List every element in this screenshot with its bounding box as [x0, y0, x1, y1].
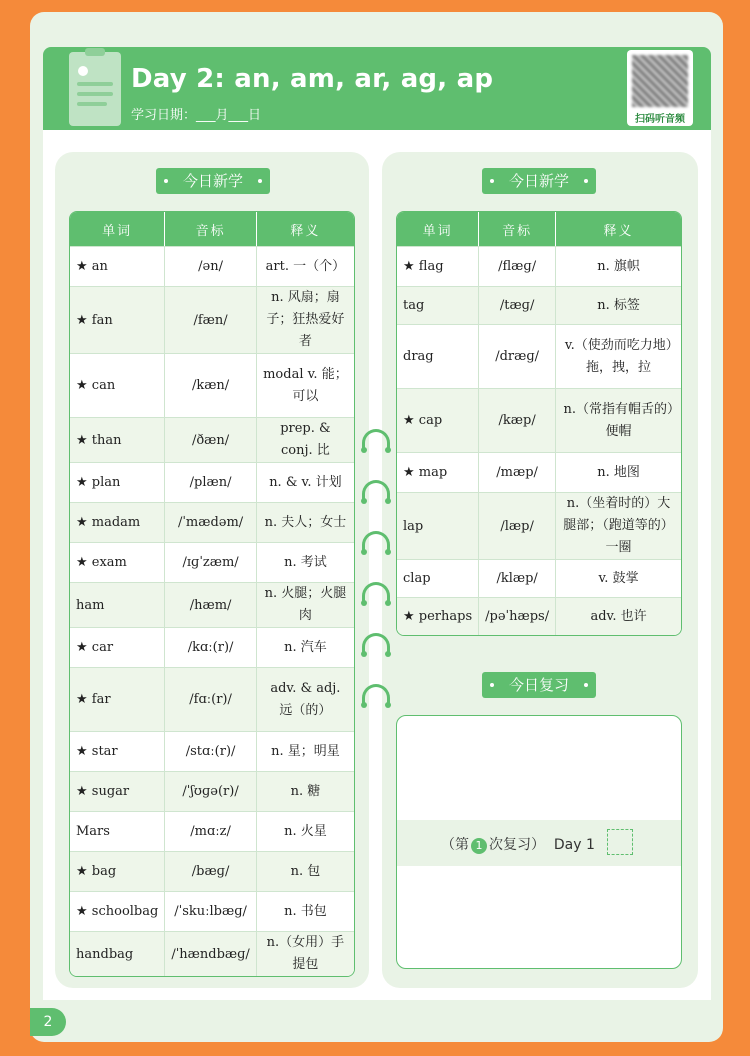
- table-row: [397, 246, 681, 286]
- vocab-word: ham: [70, 582, 165, 627]
- qr-code-image[interactable]: [632, 55, 688, 107]
- vocab-meaning: n. 风扇；扇子；狂热爱好者: [257, 286, 354, 353]
- left-section-title: 今日新学: [156, 168, 270, 194]
- vocab-word: lap: [397, 492, 479, 559]
- table-row: [397, 597, 681, 635]
- vocab-meaning: adv. 也许: [556, 597, 681, 635]
- vocab-meaning: n. 标签: [556, 286, 681, 324]
- table-row: [397, 324, 681, 388]
- table-row: [70, 731, 354, 771]
- vocab-word: handbag: [70, 931, 165, 976]
- table-row: [70, 462, 354, 502]
- vocab-meaning: n. 地图: [556, 452, 681, 492]
- vocab-word: clap: [397, 559, 479, 597]
- vocab-meaning: n. 火腿；火腿肉: [257, 582, 354, 627]
- review-section-title: 今日复习: [482, 672, 596, 698]
- vocab-word: ★ far: [70, 667, 165, 731]
- vocab-word: drag: [397, 324, 479, 388]
- vocab-word: ★ perhaps: [397, 597, 479, 635]
- vocab-word: ★ can: [70, 353, 165, 417]
- vocab-meaning: n. 糖: [257, 771, 354, 811]
- vocab-phonetic: /ɪɡˈzæm/: [165, 542, 256, 582]
- table-row: [70, 627, 354, 667]
- vocab-phonetic: /ˈʃʊɡə(r)/: [165, 771, 256, 811]
- table-row: [70, 353, 354, 417]
- vocab-word: ★ cap: [397, 388, 479, 452]
- review-checkbox[interactable]: [607, 829, 633, 855]
- vocab-phonetic: /mɑːz/: [165, 811, 256, 851]
- binder-ring-icon: [358, 425, 394, 445]
- table-row: [397, 452, 681, 492]
- vocab-word: ★ an: [70, 246, 165, 286]
- column-header-meaning: 释义: [257, 212, 354, 246]
- vocab-word: ★ bag: [70, 851, 165, 891]
- vocab-phonetic: /plæn/: [165, 462, 256, 502]
- column-header-phonetic: 音标: [479, 212, 556, 246]
- review-count-badge: 1: [471, 838, 487, 854]
- vocab-meaning: n. 火星: [257, 811, 354, 851]
- vocab-word: ★ plan: [70, 462, 165, 502]
- table-row: [70, 811, 354, 851]
- table-row: [70, 286, 354, 353]
- review-day: Day 1: [553, 837, 595, 853]
- table-row: [70, 417, 354, 462]
- vocab-meaning: n. 夫人；女士: [257, 502, 354, 542]
- vocab-word: ★ exam: [70, 542, 165, 582]
- vocab-meaning: n. 书包: [257, 891, 354, 931]
- table-row: [70, 582, 354, 627]
- left-vocab-table: [69, 211, 355, 977]
- vocab-word: Mars: [70, 811, 165, 851]
- vocab-phonetic: /kɑː(r)/: [165, 627, 256, 667]
- right-section-title: 今日新学: [482, 168, 596, 194]
- vocab-meaning: n. 考试: [257, 542, 354, 582]
- vocab-word: ★ madam: [70, 502, 165, 542]
- vocab-phonetic: /dræɡ/: [479, 324, 556, 388]
- vocab-meaning: n. & v. 计划: [257, 462, 354, 502]
- vocab-phonetic: /ən/: [165, 246, 256, 286]
- vocab-meaning: art. 一（个）: [257, 246, 354, 286]
- vocab-phonetic: /mæp/: [479, 452, 556, 492]
- vocab-phonetic: /kæn/: [165, 353, 256, 417]
- vocab-word: ★ star: [70, 731, 165, 771]
- table-row: [70, 851, 354, 891]
- vocab-meaning: n. 星；明星: [257, 731, 354, 771]
- right-vocab-table: [396, 211, 682, 636]
- vocab-meaning: n. 汽车: [257, 627, 354, 667]
- vocab-phonetic: /ðæn/: [165, 417, 256, 462]
- vocab-meaning: modal v. 能；可以: [257, 353, 354, 417]
- vocab-phonetic: /fɑː(r)/: [165, 667, 256, 731]
- table-row: [397, 388, 681, 452]
- vocab-word: ★ map: [397, 452, 479, 492]
- vocab-meaning: v.（使劲而吃力地）拖，拽，拉: [556, 324, 681, 388]
- vocab-phonetic: /ˈskuːlbæɡ/: [165, 891, 256, 931]
- qr-code-label: 扫码听音频: [635, 114, 685, 125]
- qr-code[interactable]: [627, 50, 693, 126]
- vocab-phonetic: /læp/: [479, 492, 556, 559]
- column-header-phonetic: 音标: [165, 212, 256, 246]
- table-row: [397, 492, 681, 559]
- vocab-word: ★ than: [70, 417, 165, 462]
- binder-ring-icon: [358, 527, 394, 547]
- clipboard-icon: [69, 52, 121, 126]
- vocab-word: tag: [397, 286, 479, 324]
- table-row: [70, 502, 354, 542]
- page-title: Day 2: an, am, ar, ag, ap: [131, 64, 494, 94]
- vocab-word: ★ fan: [70, 286, 165, 353]
- binder-ring-icon: [358, 629, 394, 649]
- vocab-phonetic: /klæp/: [479, 559, 556, 597]
- vocab-word: ★ flag: [397, 246, 479, 286]
- table-row: [397, 286, 681, 324]
- vocab-meaning: n. 包: [257, 851, 354, 891]
- vocab-meaning: n. 旗帜: [556, 246, 681, 286]
- column-header-word: 单词: [70, 212, 165, 246]
- review-prefix: （第: [441, 837, 469, 853]
- binder-ring-icon: [358, 680, 394, 700]
- vocab-word: ★ sugar: [70, 771, 165, 811]
- vocab-phonetic: /fæn/: [165, 286, 256, 353]
- vocab-meaning: n.（坐着时的）大腿部；（跑道等的）一圈: [556, 492, 681, 559]
- review-box: [396, 715, 682, 969]
- vocab-phonetic: /ˈhændbæɡ/: [165, 931, 256, 976]
- vocab-phonetic: /hæm/: [165, 582, 256, 627]
- vocab-meaning: v. 鼓掌: [556, 559, 681, 597]
- review-suffix: 次复习）: [489, 837, 545, 853]
- vocab-phonetic: /bæɡ/: [165, 851, 256, 891]
- vocab-word: ★ schoolbag: [70, 891, 165, 931]
- table-row: [70, 246, 354, 286]
- table-row: [70, 931, 354, 976]
- table-row: [70, 542, 354, 582]
- vocab-meaning: n.（女用）手提包: [257, 931, 354, 976]
- review-text: [441, 834, 595, 854]
- page-number: 2: [30, 1008, 66, 1036]
- vocab-word: ★ car: [70, 627, 165, 667]
- vocab-phonetic: /pəˈhæps/: [479, 597, 556, 635]
- binder-ring-icon: [358, 578, 394, 598]
- column-header-meaning: 释义: [556, 212, 681, 246]
- column-header-word: 单词: [397, 212, 479, 246]
- binder-ring-icon: [358, 476, 394, 496]
- vocab-meaning: prep. & conj. 比: [257, 417, 354, 462]
- vocab-phonetic: /ˈmædəm/: [165, 502, 256, 542]
- vocab-meaning: n.（常指有帽舌的）便帽: [556, 388, 681, 452]
- vocab-phonetic: /stɑː(r)/: [165, 731, 256, 771]
- vocab-meaning: adv. & adj. 远（的）: [257, 667, 354, 731]
- table-row: [397, 559, 681, 597]
- vocab-phonetic: /tæɡ/: [479, 286, 556, 324]
- vocab-phonetic: /kæp/: [479, 388, 556, 452]
- table-row: [70, 891, 354, 931]
- vocab-phonetic: /flæɡ/: [479, 246, 556, 286]
- table-row: [70, 667, 354, 731]
- study-date-label: 学习日期：___月___日: [131, 108, 262, 123]
- table-row: [70, 771, 354, 811]
